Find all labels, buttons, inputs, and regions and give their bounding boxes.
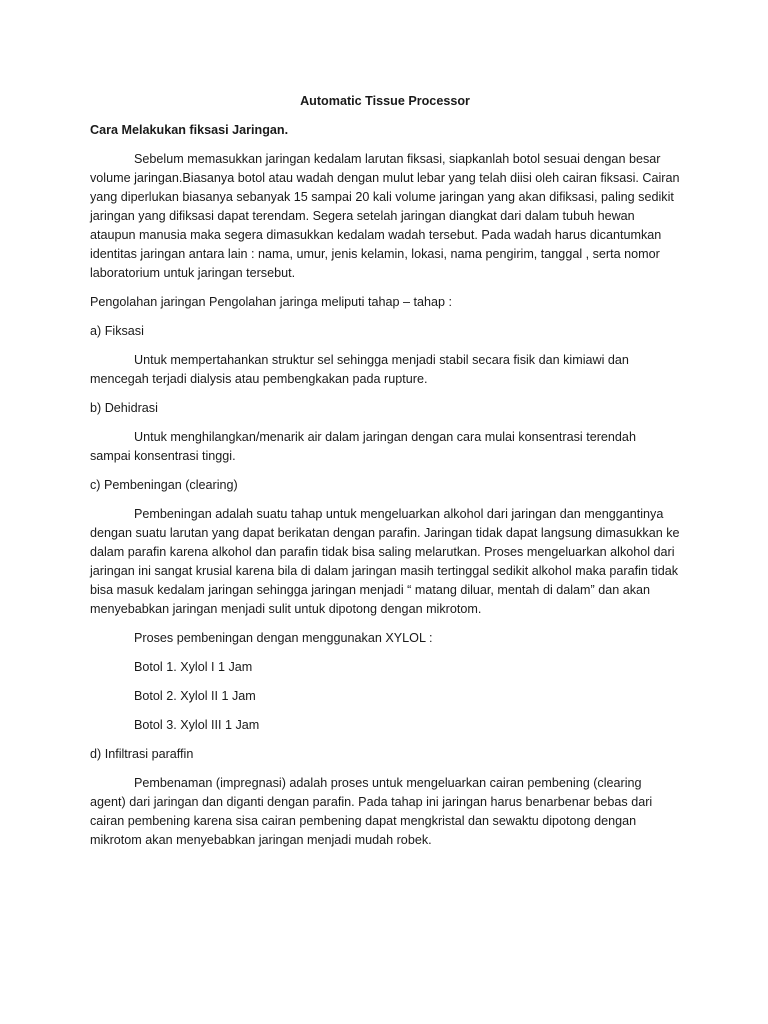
document-page: [90, 92, 680, 860]
section-d-body: Pembenaman (impregnasi) adalah proses untuk mengeluarkan cairan pembening (clearing agent) dari jaringan dan diganti dengan parafin. Pada tahap ini jaringan harus benarbenar bebas dari cairan pembening karena sisa cairan pembening dapat mengkristal dan sewaktu dipotong dengan mikrotom akan menyebabkan jaringan menjadi mudah robek.: [90, 776, 653, 847]
processing-intro: Pengolahan jaringan Pengolahan jaringa meliputi tahap – tahap :: [90, 295, 452, 309]
section-b-heading: b) Dehidrasi: [90, 401, 158, 415]
section-subtitle: Cara Melakukan fiksasi Jaringan.: [90, 123, 289, 137]
section-d-heading: d) Infiltrasi paraffin: [90, 747, 194, 761]
section-c-heading: c) Pembeningan (clearing): [90, 478, 238, 492]
document-title: Automatic Tissue Processor: [300, 94, 470, 108]
intro-paragraph: Sebelum memasukkan jaringan kedalam larutan fiksasi, siapkanlah botol sesuai dengan besar volume jaringan.Biasanya botol atau wadah dengan mulut lebar yang telah diisi oleh cairan fiksasi. Cairan yang diperlukan biasanya sebanyak 15 sampai 20 kali volume jaringan yang akan difiksasi, paling sedikit jaringan yang difiksasi dapat terendam. Segera setelah jaringan diangkat dari dalam tubuh hewan ataupun manusia maka segera dimasukkan kedalam wadah tersebut. Pada wadah harus dicantumkan identitas jaringan antara lain : nama, umur, jenis kelamin, lokasi, nama pengirim, tanggal , serta nomor laboratorium untuk jaringan tersebut.: [90, 152, 680, 280]
section-a-heading: a) Fiksasi: [90, 324, 144, 338]
xylol-step-2: Botol 2. Xylol II 1 Jam: [134, 689, 256, 703]
section-a-body: Untuk mempertahankan struktur sel sehingga menjadi stabil secara fisik dan kimiawi dan mencegah terjadi dialysis atau pembengkakan pada rupture.: [90, 353, 629, 386]
xylol-step-3: Botol 3. Xylol III 1 Jam: [134, 718, 260, 732]
section-c-body: Pembeningan adalah suatu tahap untuk mengeluarkan alkohol dari jaringan dan menggantinya dengan suatu larutan yang dapat berikatan dengan parafin. Jaringan tidak dapat langsung dimasukkan ke dalam parafin karena alkohol dan parafin tidak bisa saling melarutkan. Proses mengeluarkan alkohol dari jaringan ini sangat krusial karena bila di dalam jaringan masih tertinggal sedikit alkohol maka parafin tidak bisa masuk kedalam jaringan sehingga jaringan menjadi “ matang diluar, mentah di dalam” dan akan menyebabkan jaringan menjadi sulit untuk dipotong dengan mikrotom.: [90, 507, 680, 616]
section-c-process-label: Proses pembeningan dengan menggunakan XYLOL :: [134, 631, 433, 645]
xylol-step-1: Botol 1. Xylol I 1 Jam: [134, 660, 253, 674]
section-b-body: Untuk menghilangkan/menarik air dalam jaringan dengan cara mulai konsentrasi terendah sampai konsentrasi tinggi.: [90, 430, 636, 463]
